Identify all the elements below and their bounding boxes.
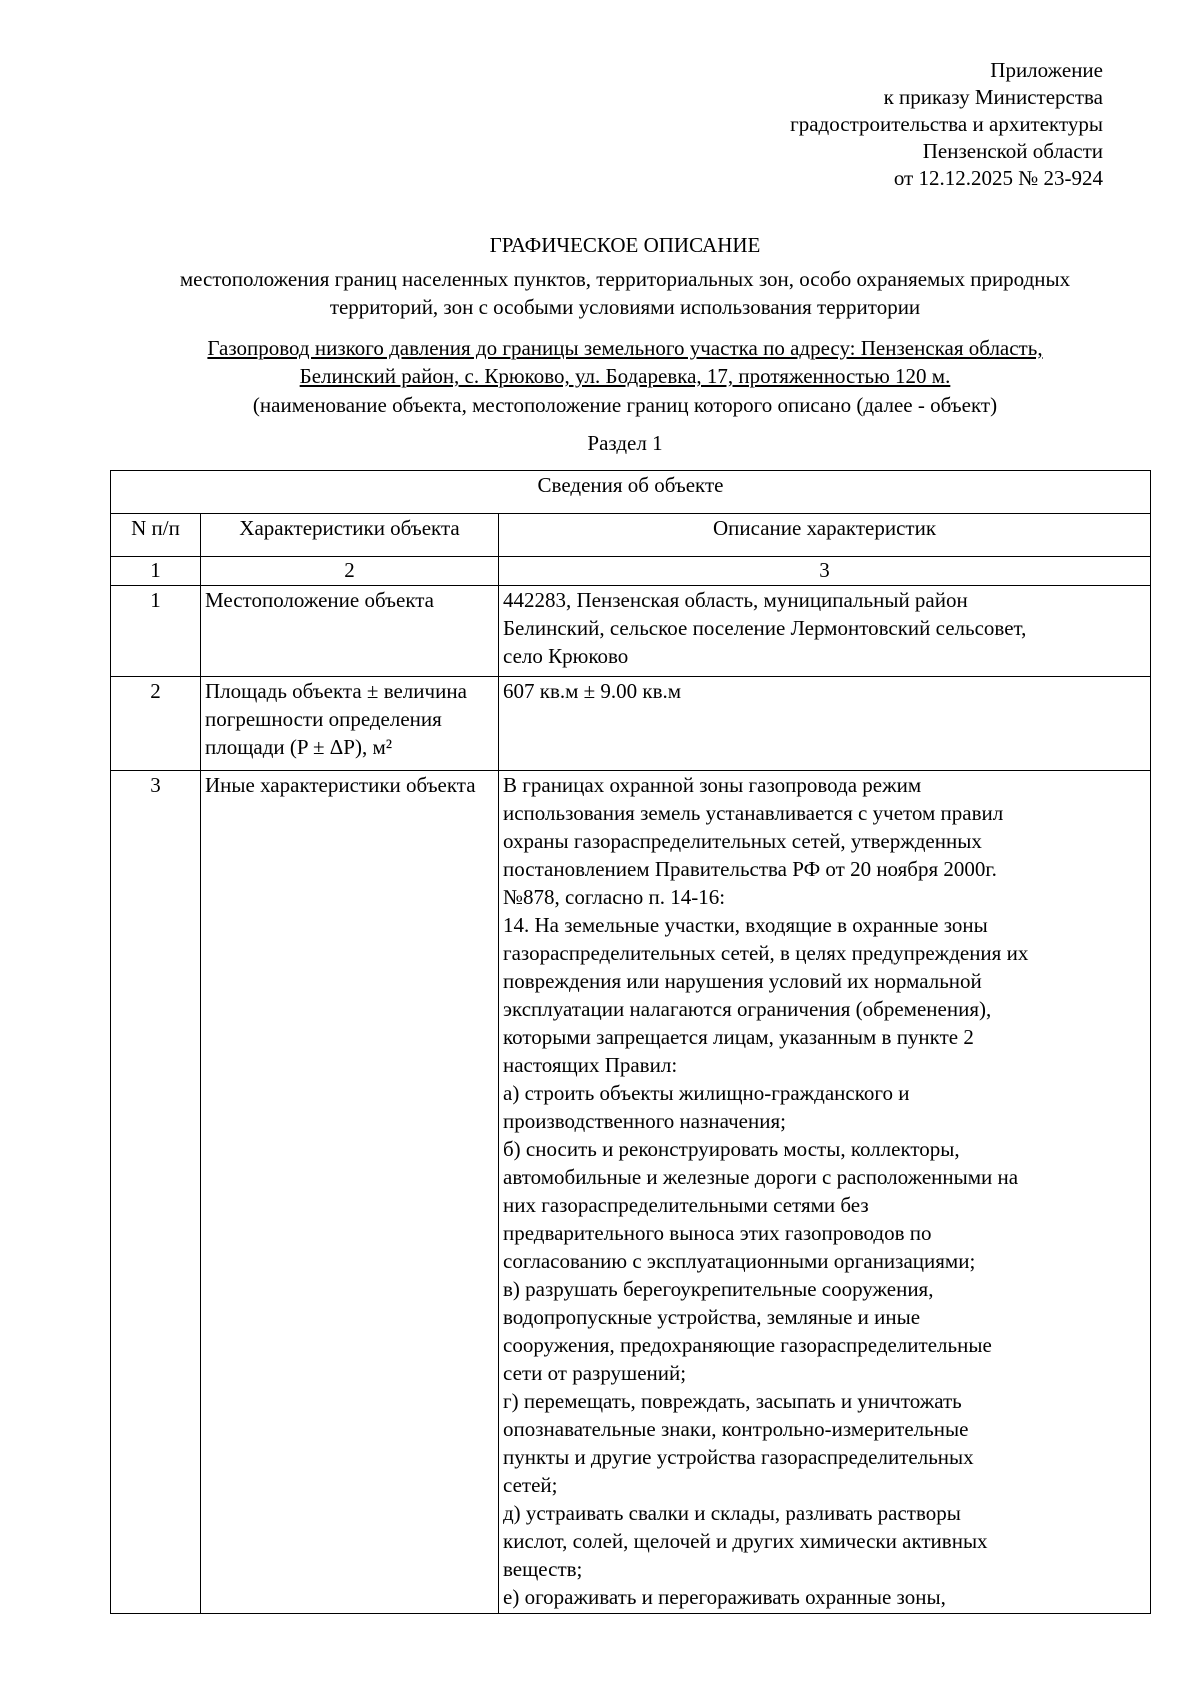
appendix-line: к приказу Министерства: [883, 85, 1103, 109]
cell-line: веществ;: [503, 1557, 583, 1581]
cell-line: 14. На земельные участки, входящие в охранные зоны: [503, 913, 988, 937]
cell-line: г) перемещать, повреждать, засыпать и уничтожать: [503, 1389, 962, 1413]
row-num: 2: [111, 677, 201, 771]
cell-line: село Крюково: [503, 644, 629, 668]
object-name: [100, 334, 1150, 390]
row-characteristic: [201, 677, 499, 771]
cell-line: использования земель устанавливается с учетом правил: [503, 801, 1004, 825]
cell-line: кислот, солей, щелочей и других химически активных: [503, 1529, 988, 1553]
cell-line: постановлением Правительства РФ от 20 ноября 2000г.: [503, 857, 997, 881]
cell-line: площади (P ± ΔP), м²: [205, 735, 393, 759]
cell-line: Белинский, сельское поселение Лермонтовский сельсовет,: [503, 616, 1027, 640]
appendix-line: от 12.12.2025 № 23-924: [893, 166, 1103, 190]
row-description: [499, 771, 1151, 1614]
cell-line: охраны газораспределительных сетей, утвержденных: [503, 829, 982, 853]
object-name-line: Газопровод низкого давления до границы земельного участка по адресу: Пензенская область,: [207, 336, 1043, 360]
cell-line: сетей;: [503, 1473, 558, 1497]
document-subtitle: [100, 265, 1150, 321]
column-number: 3: [499, 557, 1151, 586]
cell-line: согласованию с эксплуатационными организациями;: [503, 1249, 976, 1273]
cell-line: в) разрушать берегоукрепительные сооружения,: [503, 1277, 934, 1301]
cell-line: е) огораживать и перегораживать охранные зоны,: [503, 1585, 946, 1609]
appendix-line: градостроительства и архитектуры: [790, 112, 1103, 136]
document-title: ГРАФИЧЕСКОЕ ОПИСАНИЕ: [489, 233, 761, 257]
cell-line: которыми запрещается лицам, указанным в пункте 2: [503, 1025, 974, 1049]
cell-line: производственного назначения;: [503, 1109, 786, 1133]
table-row: [111, 677, 1151, 771]
header-description: Описание характеристик: [499, 514, 1151, 557]
header-num: N п/п: [111, 514, 201, 557]
cell-line: них газораспределительными сетями без: [503, 1193, 869, 1217]
cell-line: предварительного выноса этих газопроводов по: [503, 1221, 932, 1245]
row-num: 3: [111, 771, 201, 1614]
row-num: 1: [111, 586, 201, 677]
object-name-line: Белинский район, с. Крюково, ул. Бодаревка, 17, протяженностью 120 м.: [299, 364, 951, 388]
cell-line: 607 кв.м ± 9.00 кв.м: [503, 679, 682, 703]
cell-line: д) устраивать свалки и склады, разливать растворы: [503, 1501, 961, 1525]
object-name-caption: (наименование объекта, местоположение границ которого описано (далее - объект): [252, 393, 998, 417]
table-row: [111, 771, 1151, 1614]
cell-line: Площадь объекта ± величина: [205, 679, 467, 703]
cell-line: Местоположение объекта: [205, 588, 435, 612]
cell-line: погрешности определения: [205, 707, 442, 731]
cell-line: б) сносить и реконструировать мосты, коллекторы,: [503, 1137, 960, 1161]
cell-line: В границах охранной зоны газопровода режим: [503, 773, 922, 797]
cell-line: сооружения, предохраняющие газораспределительные: [503, 1333, 992, 1357]
header-characteristic: Характеристики объекта: [201, 514, 499, 557]
table-title-row: [111, 471, 1151, 514]
appendix-header: [790, 57, 1103, 192]
appendix-line: Пензенской области: [922, 139, 1103, 163]
cell-line: 442283, Пензенская область, муниципальный район: [503, 588, 968, 612]
appendix-line: Приложение: [990, 58, 1103, 82]
subtitle-line: местоположения границ населенных пунктов, территориальных зон, особо охраняемых природных: [179, 267, 1071, 291]
cell-line: пункты и другие устройства газораспределительных: [503, 1445, 974, 1469]
column-number: 2: [201, 557, 499, 586]
cell-line: водопропускные устройства, земляные и иные: [503, 1305, 921, 1329]
cell-line: настоящих Правил:: [503, 1053, 678, 1077]
column-number-row: [111, 557, 1151, 586]
cell-line: эксплуатации налагаются ограничения (обременения),: [503, 997, 992, 1021]
table-row: [111, 586, 1151, 677]
row-description: [499, 586, 1151, 677]
cell-line: №878, согласно п. 14-16:: [503, 885, 726, 909]
section-heading: Раздел 1: [587, 431, 663, 455]
cell-line: газораспределительных сетей, в целях предупреждения их: [503, 941, 1029, 965]
cell-line: сети от разрушений;: [503, 1361, 687, 1385]
cell-line: повреждения или нарушения условий их нормальной: [503, 969, 982, 993]
object-info-table: [110, 470, 1151, 1614]
cell-line: опознавательные знаки, контрольно-измерительные: [503, 1417, 969, 1441]
cell-line: а) строить объекты жилищно-гражданского и: [503, 1081, 910, 1105]
row-description: [499, 677, 1151, 771]
subtitle-line: территорий, зон с особыми условиями использования территории: [329, 295, 921, 319]
row-characteristic: [201, 586, 499, 677]
cell-line: автомобильные и железные дороги с расположенными на: [503, 1165, 1019, 1189]
row-characteristic: [201, 771, 499, 1614]
column-number: 1: [111, 557, 201, 586]
table-header-row: [111, 514, 1151, 557]
cell-line: Иные характеристики объекта: [205, 773, 476, 797]
table-title: Сведения об объекте: [111, 471, 1151, 514]
